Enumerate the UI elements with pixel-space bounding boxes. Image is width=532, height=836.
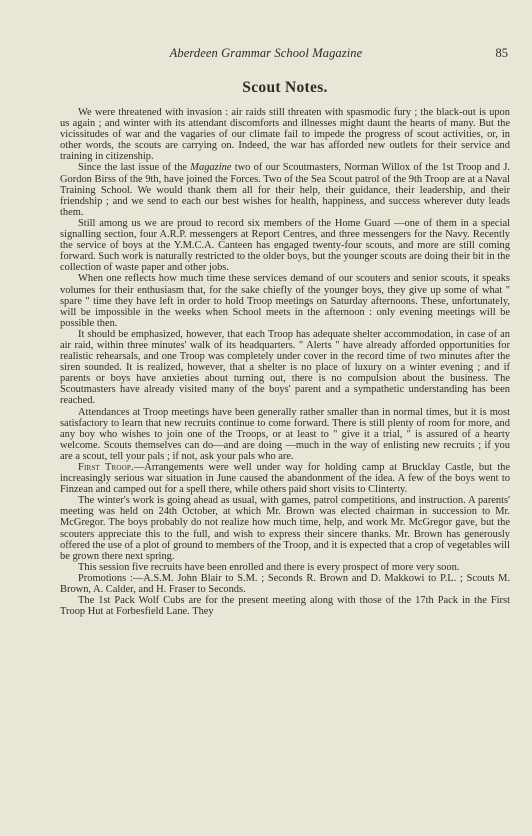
paragraph-text: Attendances at Troop meetings have been generally rather smaller than in normal times, but it is most satisfactory to learn that new recruits continue to come forward. There is still plenty of room for more, and any boy who wishes to join one of the Troops, or at least to " give it a trial, " is assured of a hearty welcome. Scouts themselves can do—and are doing —much in the way of enlisting new recruits ; if you are a scout, tell your pals ; if not, ask your pals who are. [60, 406, 510, 462]
paragraph-text: This session five recruits have been enrolled and there is every prospect of more very soon. [78, 561, 460, 573]
paragraph-text: Still among us we are proud to record six members of the Home Guard —one of them in a special signalling section, four A.R.P. messengers at Report Centres, and three messengers for the Navy. Recently the service of boys at the Y.M.C.A. Canteen has engaged twenty-four scouts, and more are still coming forward. Such work is naturally restricted to the older boys, but the younger scouts are doing their bit in the collection of waste paper and other jobs. [60, 217, 510, 274]
article-body [60, 107, 510, 617]
paragraph-text: When one reflects how much time these services demand of our scouters and senior scouts, it speaks volumes for their enthusiasm that, for the sake chiefly of the younger boys, they give up some of what " spare " time they have left in order to hold Troop meetings on Saturday afternoons. These, unfortunately, will be impossible in the weeks when School meets in the afternoon : only evening meetings will be possible then. [60, 273, 510, 329]
paragraph-text: Since the last issue of the [78, 162, 191, 174]
section-label-first-troop: First Troop. [78, 462, 134, 473]
paragraph-scoutmasters [60, 162, 510, 217]
paragraph-text: two of our Scoutmasters, Norman Willox of the 1st Troop and J. Gordon Birss of the 9th, have joined the Forces. Two of the Sea Scout patrol of the 9th Troop are at a Naval Training School. We would thank them all for their help, their guidance, their leadership, and their friendship ; and we send to each our best wishes for health, happiness, and success wherever duty leads them. [60, 162, 510, 218]
paragraph-promotions [60, 573, 510, 595]
paragraph-invasion [60, 107, 510, 162]
paragraph-text: —Arrangements were well under way for holding camp at Brucklay Castle, but the increasingly serious war situation in June caused the abandonment of the idea. A few of the boys went to Finzean and camped out for a spell there, while others paid short visits to Clinterty. [60, 462, 510, 496]
page-number: 85 [495, 46, 508, 60]
paragraph-shelter [60, 329, 510, 407]
paragraph-text: The winter's work is going ahead as usual, with games, patrol competitions, and instruction. A parents' meeting was held on 24th October, at which Mr. Brown was elected chairman in succession to Mr. McGregor. The boys probably do not realize how much time, help, and work Mr. McGregor gave, but the scouters appreciate this to the full, and wish to express their sincere thanks. Mr. Brown has generously offered the use of a plot of ground to members of the Troop, and it is expected that a crop of vegetables will be grown there next spring. [60, 495, 510, 562]
running-title: Aberdeen Grammar School Magazine [169, 46, 363, 60]
magazine-title-italic: Magazine [190, 162, 232, 174]
paragraph-winter-work [60, 495, 510, 562]
paragraph-home-guard [60, 218, 510, 273]
paragraph-text: Promotions :—A.S.M. John Blair to S.M. ; Seconds R. Brown and D. Makkowi to P.L. ; Scouts M. Brown, A. Calder, and H. Fraser to Seconds. [60, 572, 510, 596]
paragraph-first-troop [60, 462, 510, 495]
paragraph-wolf-cubs [60, 595, 510, 617]
paragraph-attendances [60, 407, 510, 462]
paragraph-text: The 1st Pack Wolf Cubs are for the present meeting along with those of the 17th Pack in the First Troop Hut at Forbesfield Lane. They [60, 595, 510, 618]
paragraph-text: We were threatened with invasion : air raids still threaten with spasmodic fury ; the black-out is upon us again ; and winter with its attendant discomforts and illnesses might daunt the hearts of many. But the vicissitudes of war and the vagaries of our climate fail to impede the progress of scout activities, or, in other words, the scouts are carrying on. Indeed, the war has afforded new outlets for their service and training in citizenship. [60, 107, 510, 163]
paragraph-spare-time [60, 273, 510, 328]
paragraph-recruits [60, 562, 510, 573]
paragraph-text: It should be emphasized, however, that each Troop has adequate shelter accommodation, in case of an air raid, within three minutes' walk of its headquarters. " Alerts " have already afforded opportunities for realistic rehearsals, and one Troop was completely under cover in the record time of two minutes after the siren sounded. It is realized, however, that a shelter is no place of luxury on a winter evening ; and if parents or boys have anxieties about turning out, there is no compulsion about the business. The Scoutmasters have already visited many of the boys' parent and a sympathetic understanding has been reached. [60, 328, 510, 407]
article-title: Scout Notes. [242, 79, 328, 96]
running-header [0, 46, 532, 64]
